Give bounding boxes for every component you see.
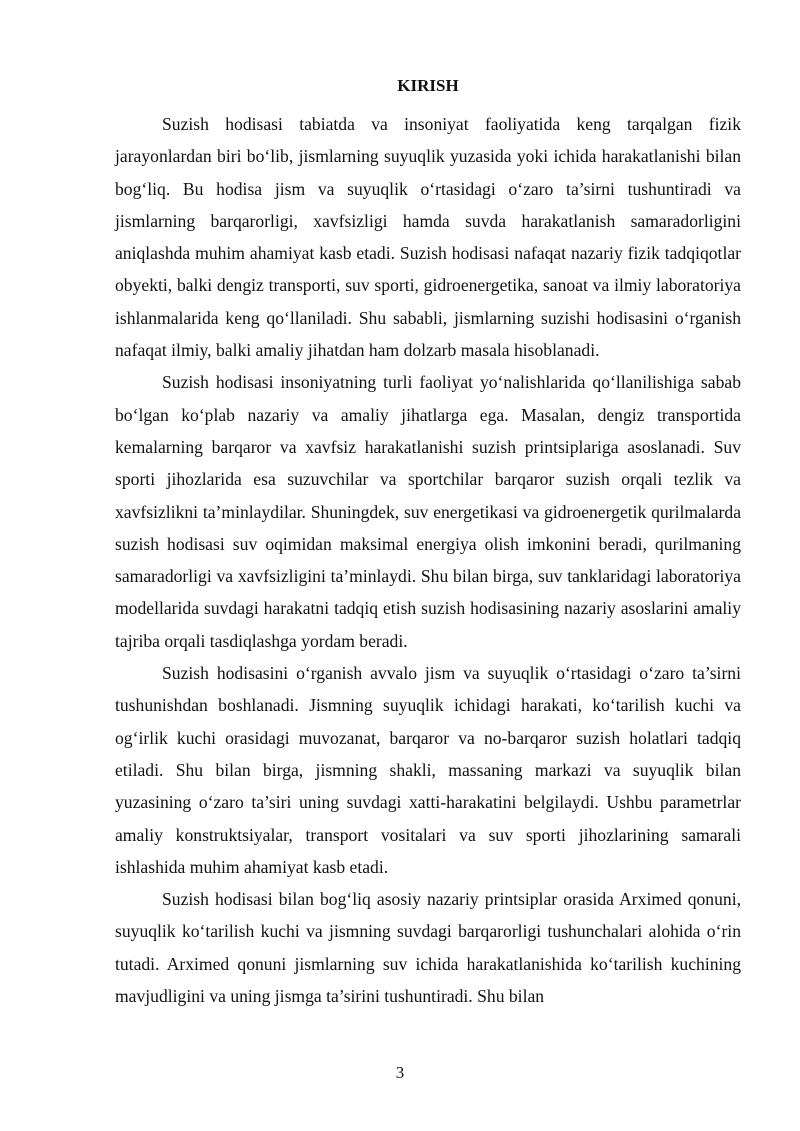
paragraph-2: Suzish hodisasi insoniyatning turli faoliyat yo‘nalishlarida qo‘llanilishiga sabab bo‘lgan ko‘plab nazariy va amaliy jihatlarga ega. Masalan, dengiz transportida kemalarning barqaror va xavfsiz harakatlanishi suzish printsiplariga asoslanadi. Suv sporti jihozlarida esa suzuvchilar va sportchilar barqaror suzish orqali tezlik va xavfsizlikni ta’minlaydilar. Shuningdek, suv energetikasi va gidroenergetik qurilmalarda suzish hodisasi suv oqimidan maksimal energiya olish imkonini beradi, qurilmaning samaradorligi va xavfsizligini ta’minlaydi. Shu bilan birga, suv tanklaridagi laboratoriya modellarida suvdagi harakatni tadqiq etish suzish hodisasining nazariy asoslarini amaliy tajriba orqali tasdiqlashga yordam beradi.: [115, 372, 741, 651]
section-title: KIRISH: [397, 76, 459, 95]
paragraph-3: Suzish hodisasini o‘rganish avvalo jism va suyuqlik o‘rtasidagi o‘zaro ta’sirni tushunishdan boshlanadi. Jismning suyuqlik ichidagi harakati, ko‘tarilish kuchi va og‘irlik kuchi orasidagi muvozanat, barqaror va no-barqaror suzish holatlari tadqiq etiladi. Shu bilan birga, jismning shakli, massaning markazi va suyuqlik bilan yuzasining o‘zaro ta’siri uning suvdagi xatti-harakatini belgilaydi. Ushbu parametrlar amaliy konstruktsiyalar, transport vositalari va suv sporti jihozlarining samarali ishlashida muhim ahamiyat kasb etadi.: [115, 663, 741, 877]
paragraph-1: Suzish hodisasi tabiatda va insoniyat faoliyatida keng tarqalgan fizik jarayonlardan biri bo‘lib, jismlarning suyuqlik yuzasida yoki ichida harakatlanishi bilan bog‘liq. Bu hodisa jism va suyuqlik o‘rtasidagi o‘zaro ta’sirni tushuntiradi va jismlarning barqarorligi, xavfsizligi hamda suvda harakatlanish samaradorligini aniqlashda muhim ahamiyat kasb etadi. Suzish hodisasi nafaqat nazariy fizik tadqiqotlar obyekti, balki dengiz transporti, suv sporti, gidroenergetika, sanoat va ilmiy laboratoriya ishlanmalarida keng qo‘llaniladi. Shu sababli, jismlarning suzishi hodisasini o‘rganish nafaqat ilmiy, balki amaliy jihatdan ham dolzarb masala hisoblanadi.: [115, 114, 741, 361]
page-content: [115, 72, 741, 1012]
paragraph-4: Suzish hodisasi bilan bog‘liq asosiy nazariy printsiplar orasida Arximed qonuni, suyuqlik ko‘tarilish kuchi va jismning suvdagi barqarorligi tushunchalari alohida o‘rin tutadi. Arximed qonuni jismlarning suv ichida harakatlanishida ko‘tarilish kuchining mavjudligini va uning jismga ta’sirini tushuntiradi. Shu bilan: [115, 889, 741, 1007]
page-number: 3: [395, 1063, 405, 1082]
